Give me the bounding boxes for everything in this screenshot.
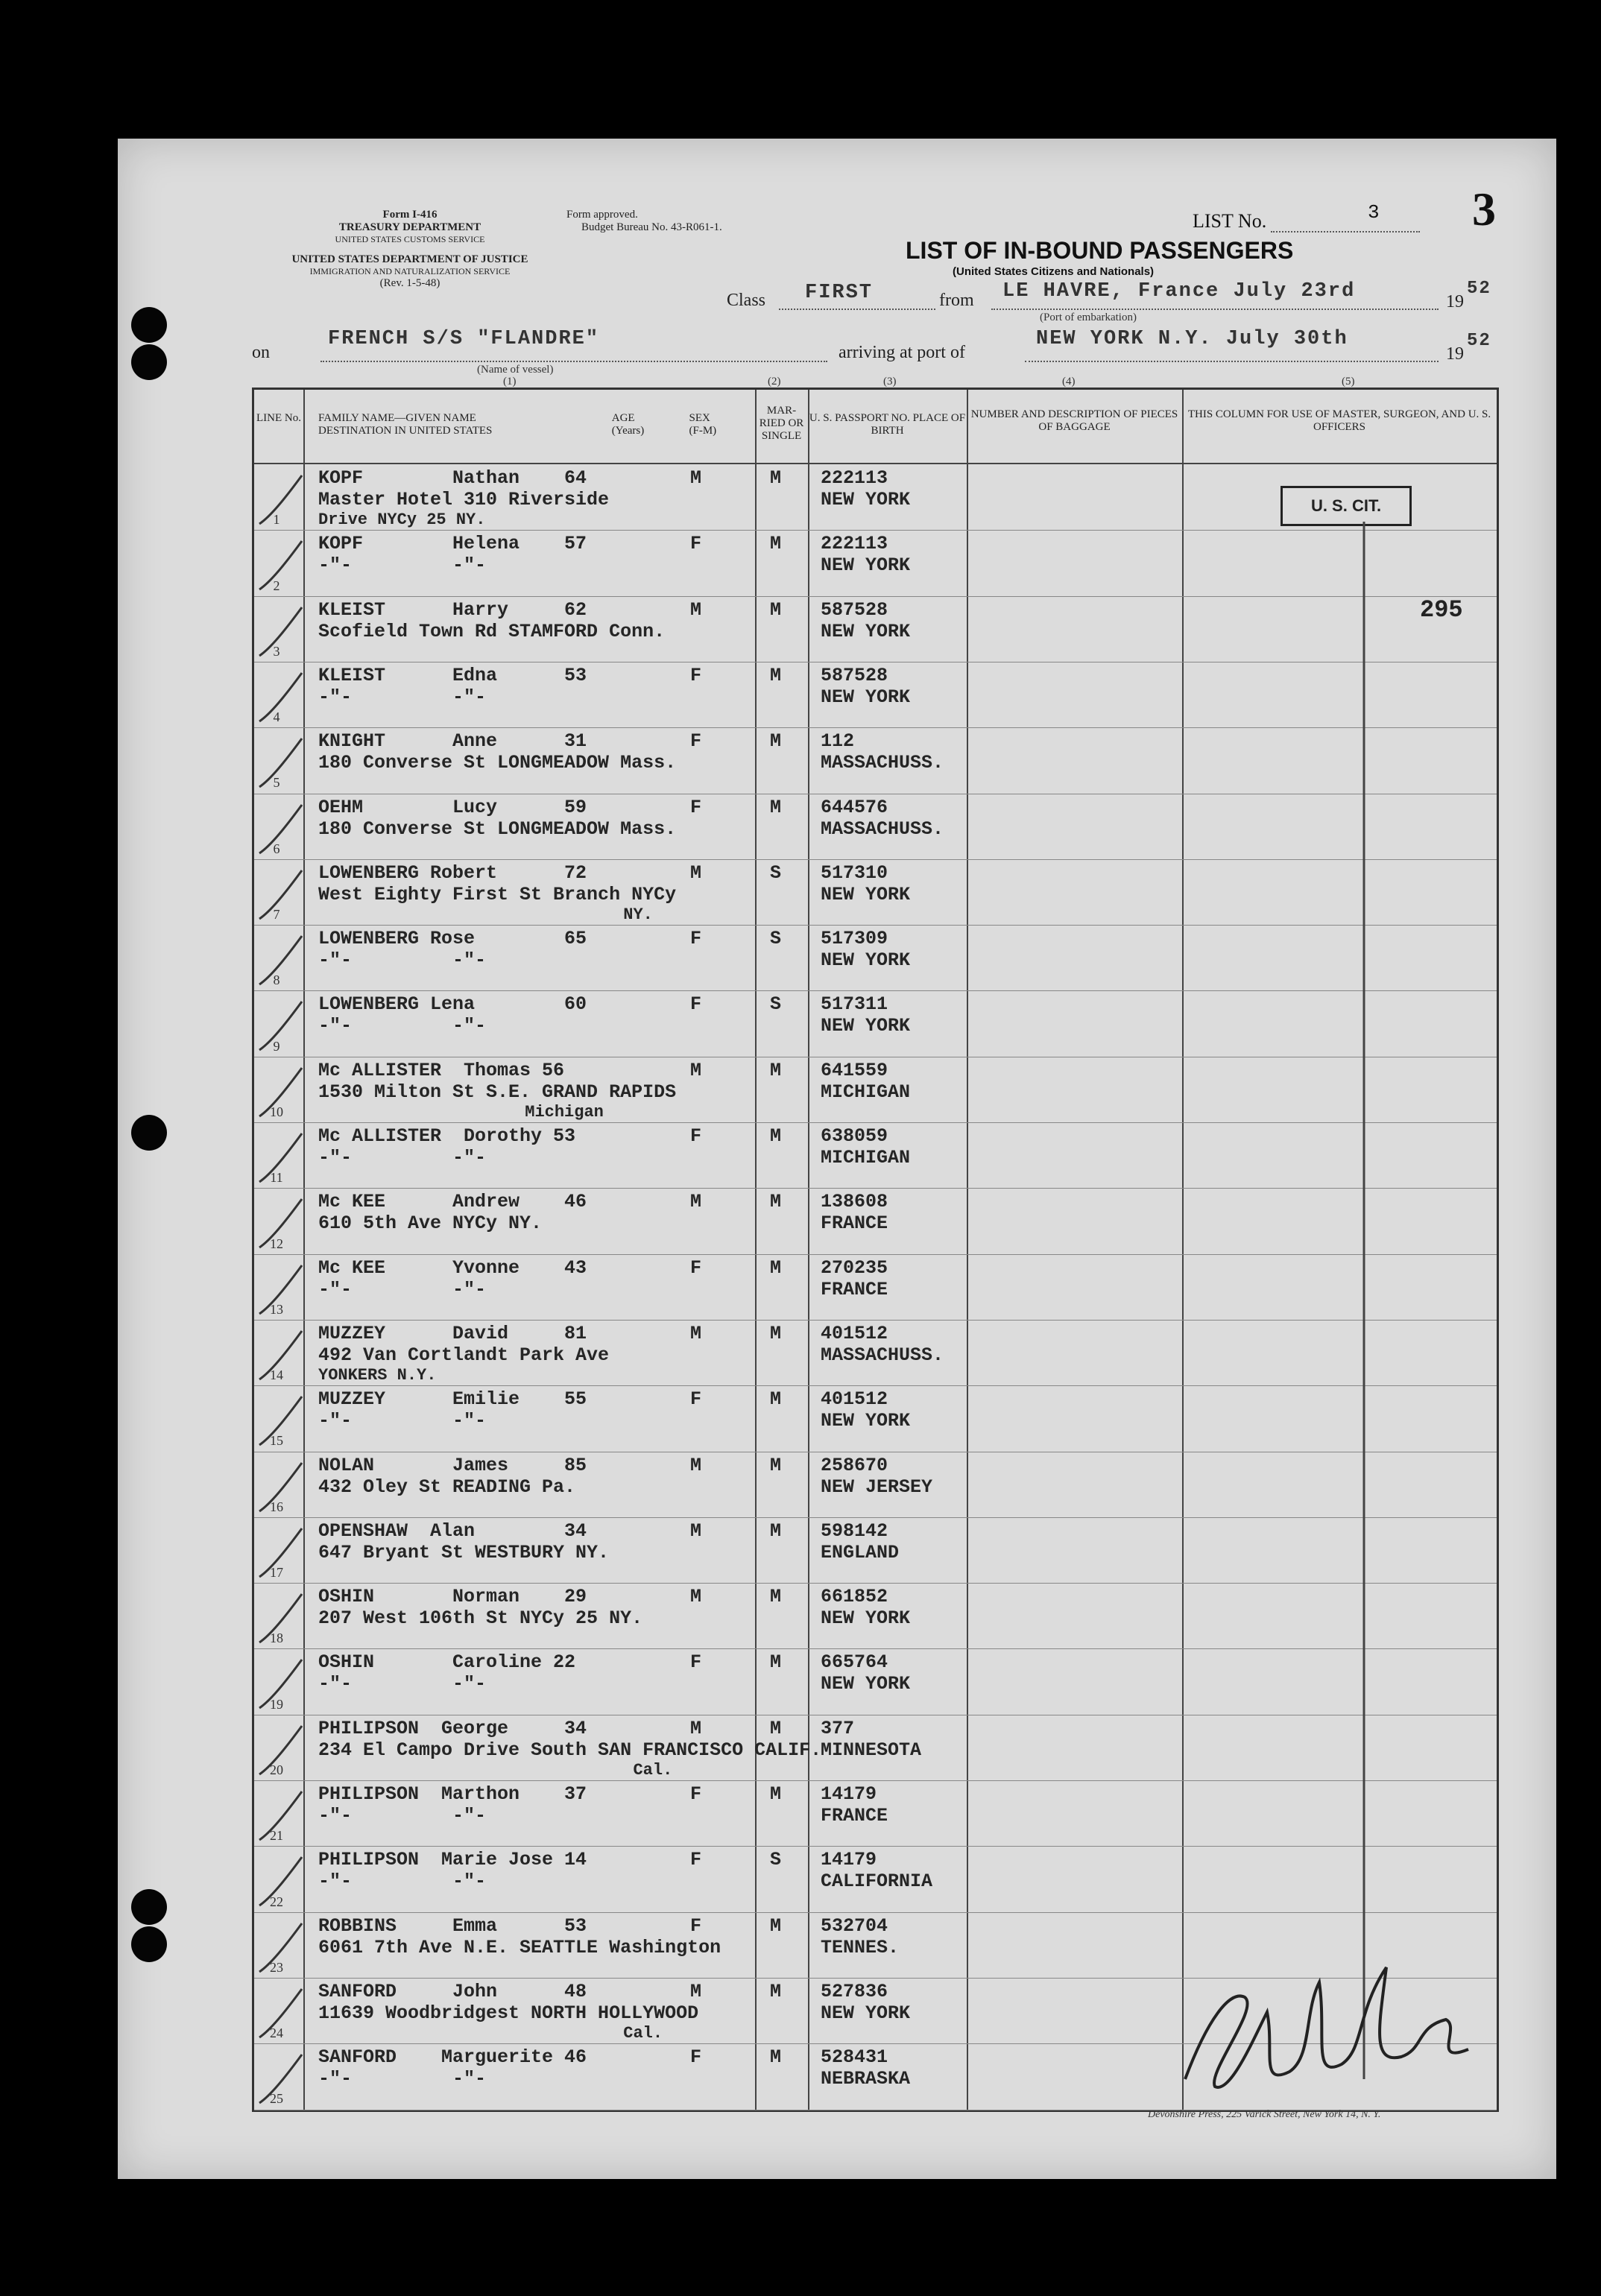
on-label: on [252, 343, 270, 362]
check-mark [256, 2051, 308, 2110]
us-citizen-stamp: U. S. CIT. [1281, 486, 1412, 526]
form-revision: (Rev. 1-5-48) [379, 277, 440, 289]
place-of-birth: CALIFORNIA [821, 1870, 933, 1893]
treasury-dept: TREASURY DEPARTMENT [338, 221, 481, 233]
place-of-birth: FRANCE [821, 1212, 888, 1235]
destination-line: 234 El Campo Drive South SAN FRANCISCO CALIF. [318, 1739, 822, 1761]
table-row [254, 1320, 1497, 1385]
marital-status: M [770, 1980, 782, 2002]
passenger-name: LOWENBERG Robert 72 [318, 861, 587, 884]
passenger-name: KOPF Helena 57 [318, 533, 587, 555]
passenger-name: KLEIST Edna 53 [318, 664, 587, 686]
line-number: 17 [270, 1565, 283, 1581]
destination-line: -"- -"- [318, 1410, 487, 1432]
passenger-sex: F [690, 1783, 702, 1805]
table-row [254, 1648, 1497, 1714]
check-mark [256, 867, 308, 926]
table-row [254, 596, 1497, 662]
place-of-birth: MICHIGAN [821, 1147, 911, 1168]
passenger-sex: F [690, 993, 702, 1016]
line-number: 15 [270, 1433, 283, 1449]
destination-line: 180 Converse St LONGMEADOW Mass. [318, 752, 677, 774]
col-num-2: (2) [768, 376, 781, 388]
line-number: 2 [273, 578, 280, 593]
header-officers: THIS COLUMN FOR USE OF MASTER, SURGEON, AND U. S. OFFICERS [1182, 390, 1497, 464]
table-row [254, 1122, 1497, 1188]
destination-line: Master Hotel 310 Riverside [318, 489, 610, 510]
passport-number: 401512 [821, 1388, 888, 1411]
line-number: 4 [273, 709, 280, 725]
table-row [254, 1452, 1497, 1517]
line-number: 10 [270, 1104, 283, 1119]
passport-number: 527836 [821, 1980, 888, 2002]
destination-line: -"- -"- [318, 1870, 487, 1893]
destination-line: -"- -"- [318, 2068, 487, 2090]
budget-bureau: Budget Bureau No. 43-R061-1. [581, 221, 722, 233]
destination-line: 180 Converse St LONGMEADOW Mass. [318, 817, 677, 840]
marital-status: S [770, 993, 782, 1016]
marital-status: M [770, 2046, 782, 2069]
passenger-name: Mc KEE Andrew 46 [318, 1191, 587, 1213]
passport-number: 598142 [821, 1519, 888, 1542]
place-of-birth: FRANCE [821, 1805, 888, 1827]
check-mark [256, 669, 308, 729]
table-row [254, 1715, 1497, 1780]
binder-hole [131, 344, 167, 380]
line-number: 9 [273, 1038, 280, 1054]
passenger-table [252, 388, 1499, 2112]
passport-number: 258670 [821, 1454, 888, 1476]
passport-number: 14179 [821, 1783, 877, 1805]
destination-line: 11639 Woodbridgest NORTH HOLLYWOOD [318, 2002, 699, 2024]
destination-line: 492 Van Cortlandt Park Ave [318, 1344, 610, 1366]
destination-line: -"- -"- [318, 1805, 487, 1827]
place-of-birth: NEW YORK [821, 554, 911, 577]
marital-status: M [770, 1717, 782, 1739]
passport-number: 138608 [821, 1191, 888, 1213]
annotation-number: 295 [1420, 596, 1463, 624]
justice-dept: UNITED STATES DEPARTMENT OF JUSTICE [291, 253, 528, 265]
passport-number: 528431 [821, 2046, 888, 2069]
marital-status: M [770, 796, 782, 818]
passenger-name: MUZZEY David 81 [318, 1322, 587, 1344]
passenger-sex: F [690, 1651, 702, 1674]
table-row [254, 1188, 1497, 1253]
col-num-1: (1) [503, 376, 517, 388]
place-of-birth: NEW YORK [821, 489, 911, 510]
year-prefix-2: 19 [1446, 344, 1464, 364]
year-prefix-1: 19 [1446, 292, 1464, 311]
passport-number: 517310 [821, 861, 888, 884]
destination-line: -"- -"- [318, 1673, 487, 1695]
binder-hole [131, 1889, 167, 1925]
passport-number: 638059 [821, 1125, 888, 1147]
header-sex: SEX (F-M) [689, 412, 717, 437]
check-mark [256, 1985, 308, 2045]
table-row [254, 1846, 1497, 1911]
passenger-name: Mc ALLISTER Thomas 56 [318, 1059, 565, 1081]
place-of-birth: MASSACHUSS. [821, 817, 944, 840]
line-number: 14 [270, 1367, 283, 1383]
destination-line: 647 Bryant St WESTBURY NY. [318, 1541, 610, 1563]
passport-number: 377 [821, 1717, 855, 1739]
line-number: 7 [273, 907, 280, 923]
line-number: 8 [273, 973, 280, 988]
from-underline [991, 309, 1439, 310]
passenger-sex: F [690, 1914, 702, 1937]
place-of-birth: NEW YORK [821, 883, 911, 905]
line-number: 6 [273, 841, 280, 856]
check-mark [256, 1920, 308, 1979]
line-number: 12 [270, 1236, 283, 1251]
passenger-sex: M [690, 467, 702, 489]
destination-line-extra: YONKERS N.Y. [318, 1365, 437, 1385]
place-of-birth: ENGLAND [821, 1541, 900, 1563]
passenger-name: PHILIPSON Marie Jose 14 [318, 1849, 587, 1871]
destination-line: 1530 Milton St S.E. GRAND RAPIDS [318, 1081, 677, 1103]
check-mark [256, 1327, 308, 1387]
document-subtitle: (United States Citizens and Nationals) [953, 265, 1155, 278]
destination-line: -"- -"- [318, 554, 487, 577]
passenger-name: KOPF Nathan 64 [318, 467, 587, 489]
passenger-sex: F [690, 664, 702, 686]
passenger-name: OSHIN Caroline 22 [318, 1651, 576, 1674]
passenger-name: Mc ALLISTER Dorothy 53 [318, 1125, 576, 1147]
form-number: Form I-416 [382, 209, 438, 221]
place-of-birth: TENNES. [821, 1936, 900, 1958]
arrival-port-value: NEW YORK N.Y. July 30th [1036, 328, 1348, 350]
line-number: 22 [270, 1894, 283, 1909]
check-mark [256, 1130, 308, 1189]
table-row [254, 1057, 1497, 1122]
marital-status: M [770, 1651, 782, 1674]
passenger-name: LOWENBERG Rose 65 [318, 928, 587, 950]
passport-number: 112 [821, 730, 855, 753]
passenger-name: NOLAN James 85 [318, 1454, 587, 1476]
ins-service: IMMIGRATION AND NATURALIZATION SERVICE [309, 266, 511, 276]
passport-number: 517309 [821, 928, 888, 950]
place-of-birth: MICHIGAN [821, 1081, 911, 1103]
form-approved: Form approved. [566, 209, 638, 221]
passport-number: 532704 [821, 1914, 888, 1937]
place-of-birth: MINNESOTA [821, 1739, 922, 1761]
passport-number: 401512 [821, 1322, 888, 1344]
passenger-sex: F [690, 1849, 702, 1871]
table-row [254, 1254, 1497, 1320]
place-of-birth: NEW YORK [821, 2002, 911, 2024]
passenger-sex: F [690, 533, 702, 555]
marital-status: M [770, 533, 782, 555]
destination-line-extra: Michigan [318, 1102, 604, 1122]
marital-status: S [770, 861, 782, 884]
from-label: from [939, 291, 974, 310]
passport-number: 661852 [821, 1586, 888, 1608]
check-mark [256, 1195, 308, 1255]
table-row [254, 727, 1497, 793]
passport-number: 641559 [821, 1059, 888, 1081]
destination-line: -"- -"- [318, 686, 487, 708]
marital-status: M [770, 1125, 782, 1147]
line-number: 11 [270, 1170, 283, 1186]
line-number: 24 [270, 2025, 283, 2041]
passenger-name: MUZZEY Emilie 55 [318, 1388, 587, 1411]
passport-number: 14179 [821, 1849, 877, 1871]
vessel-name: FRENCH S/S "FLANDRE" [328, 328, 600, 350]
customs-service: UNITED STATES CUSTOMS SERVICE [335, 234, 485, 244]
printer-footer: Devonshire Press, 225 Varick Street, New York 14, N. Y. [1148, 2109, 1381, 2120]
table-row [254, 925, 1497, 990]
passport-number: 665764 [821, 1651, 888, 1674]
year-value-2: 52 [1467, 331, 1491, 351]
vessel-caption: (Name of vessel) [477, 364, 554, 376]
header-name [303, 390, 755, 464]
destination-line: 432 Oley St READING Pa. [318, 1476, 576, 1498]
year-value-1: 52 [1467, 279, 1491, 299]
passenger-sex: F [690, 1125, 702, 1147]
marital-status: M [770, 1519, 782, 1542]
binder-hole [131, 1926, 167, 1962]
header-married: MAR-RIED OR SINGLE [755, 390, 808, 464]
place-of-birth: MASSACHUSS. [821, 752, 944, 774]
binder-hole [131, 1115, 167, 1151]
class-label: Class [727, 291, 766, 310]
check-mark [256, 1788, 308, 1847]
marital-status: M [770, 467, 782, 489]
table-row [254, 990, 1497, 1056]
destination-line: West Eighty First St Branch NYCy [318, 883, 677, 905]
passenger-sex: M [690, 1191, 702, 1213]
marital-status: M [770, 1586, 782, 1608]
passenger-sex: M [690, 861, 702, 884]
passenger-sex: F [690, 1256, 702, 1279]
marital-status: M [770, 1388, 782, 1411]
document-title: LIST OF IN-BOUND PASSENGERS [906, 237, 1294, 264]
table-row [254, 859, 1497, 925]
check-mark [256, 604, 308, 663]
passenger-name: OSHIN Norman 29 [318, 1586, 587, 1608]
check-mark [256, 1393, 308, 1452]
passenger-sex: M [690, 1586, 702, 1608]
passenger-sex: M [690, 1717, 702, 1739]
table-row [254, 794, 1497, 859]
passenger-name: Mc KEE Yvonne 43 [318, 1256, 587, 1279]
line-number: 16 [270, 1499, 283, 1514]
line-number: 20 [270, 1762, 283, 1777]
passenger-sex: M [690, 598, 702, 621]
check-mark [256, 537, 308, 597]
passport-number: 222113 [821, 533, 888, 555]
class-value: FIRST [805, 282, 874, 304]
table-row [254, 662, 1497, 727]
marital-status: M [770, 664, 782, 686]
check-mark [256, 1656, 308, 1715]
passenger-name: OEHM Lucy 59 [318, 796, 587, 818]
line-number: 3 [273, 643, 280, 659]
line-number: 21 [270, 1828, 283, 1844]
check-mark [256, 472, 308, 531]
passport-number: 587528 [821, 664, 888, 686]
place-of-birth: NEW YORK [821, 1015, 911, 1037]
table-row [254, 530, 1497, 595]
marital-status: M [770, 1322, 782, 1344]
passenger-sex: F [690, 730, 702, 753]
marital-status: M [770, 598, 782, 621]
line-number: 13 [270, 1301, 283, 1317]
header-line-no: LINE No. [254, 390, 303, 464]
marital-status: S [770, 1849, 782, 1871]
place-of-birth: FRANCE [821, 1278, 888, 1300]
destination-line: Scofield Town Rd STAMFORD Conn. [318, 620, 666, 642]
header-age: AGE (Years) [611, 412, 645, 437]
line-number: 23 [270, 1959, 283, 1975]
list-no-line [1271, 231, 1420, 233]
header-passport: U. S. PASSPORT NO. PLACE OF BIRTH [808, 390, 967, 464]
header-name-text: FAMILY NAME—GIVEN NAME DESTINATION IN UNITED STATES [318, 412, 493, 437]
passenger-name: KNIGHT Anne 31 [318, 730, 587, 753]
table-row [254, 1517, 1497, 1583]
marital-status: M [770, 1914, 782, 1937]
table-row [254, 1583, 1497, 1648]
place-of-birth: NEW YORK [821, 1607, 911, 1630]
destination-line: -"- -"- [318, 949, 487, 972]
vessel-underline [320, 361, 827, 362]
passenger-sex: F [690, 2046, 702, 2069]
passport-number: 222113 [821, 467, 888, 489]
check-mark [256, 1853, 308, 1913]
marital-status: M [770, 730, 782, 753]
list-no-value: 3 [1368, 201, 1380, 224]
check-mark [256, 1722, 308, 1782]
destination-line: 6061 7th Ave N.E. SEATTLE Washington [318, 1936, 721, 1958]
marital-status: M [770, 1454, 782, 1476]
binder-hole [131, 307, 167, 343]
passenger-sex: M [690, 1519, 702, 1542]
place-of-birth: NEW YORK [821, 949, 911, 972]
embarkation-value: LE HAVRE, France July 23rd [1002, 280, 1356, 303]
destination-line-extra: NY. [318, 905, 653, 924]
destination-line-extra: Drive NYCy 25 NY. [318, 510, 486, 529]
check-mark [256, 801, 308, 861]
place-of-birth: MASSACHUSS. [821, 1344, 944, 1366]
line-number: 5 [273, 775, 280, 791]
line-number: 1 [273, 512, 280, 528]
line-number: 19 [270, 1696, 283, 1712]
check-mark [256, 932, 308, 992]
marital-status: S [770, 928, 782, 950]
check-mark [256, 1590, 308, 1650]
check-mark [256, 1262, 308, 1321]
marital-status: M [770, 1059, 782, 1081]
place-of-birth: NEW YORK [821, 686, 911, 708]
passenger-name: PHILIPSON Marthon 37 [318, 1783, 587, 1805]
arriving-label: arriving at port of [839, 343, 965, 362]
passenger-name: PHILIPSON George 34 [318, 1717, 587, 1739]
arrival-underline [1025, 361, 1439, 362]
destination-line: 207 West 106th St NYCy 25 NY. [318, 1607, 643, 1630]
line-number: 18 [270, 1631, 283, 1646]
destination-line: -"- -"- [318, 1278, 487, 1300]
check-mark [256, 998, 308, 1057]
table-row [254, 1780, 1497, 1846]
place-of-birth: NEW YORK [821, 1410, 911, 1432]
passenger-name: OPENSHAW Alan 34 [318, 1519, 587, 1542]
class-underline [779, 309, 935, 310]
passenger-name: KLEIST Harry 62 [318, 598, 587, 621]
check-mark [256, 1525, 308, 1584]
marital-status: M [770, 1191, 782, 1213]
destination-line: -"- -"- [318, 1015, 487, 1037]
passenger-sex: M [690, 1980, 702, 2002]
embarkation-caption: (Port of embarkation) [1040, 311, 1137, 323]
passenger-sex: M [690, 1454, 702, 1476]
officer-check-line [1357, 522, 1371, 2087]
marital-status: M [770, 1256, 782, 1279]
place-of-birth: NEBRASKA [821, 2068, 911, 2090]
passport-number: 644576 [821, 796, 888, 818]
check-mark [256, 735, 308, 794]
check-mark [256, 1064, 308, 1124]
col-num-5: (5) [1342, 376, 1355, 388]
place-of-birth: NEW YORK [821, 620, 911, 642]
destination-line: -"- -"- [318, 1147, 487, 1168]
officer-signature [1163, 1938, 1491, 2109]
check-mark [256, 1459, 308, 1519]
header-baggage: NUMBER AND DESCRIPTION OF PIECES OF BAGGAGE [967, 390, 1182, 464]
passport-number: 517311 [821, 993, 888, 1016]
place-of-birth: NEW YORK [821, 1673, 911, 1695]
passenger-name: ROBBINS Emma 53 [318, 1914, 587, 1937]
passenger-sex: F [690, 928, 702, 950]
passenger-sex: F [690, 796, 702, 818]
passenger-name: SANFORD John 48 [318, 1980, 587, 2002]
destination-line: 610 5th Ave NYCy NY. [318, 1212, 543, 1235]
passenger-name: LOWENBERG Lena 60 [318, 993, 587, 1016]
destination-line-extra: Cal. [318, 1760, 673, 1780]
passport-number: 270235 [821, 1256, 888, 1279]
list-no-big: 3 [1472, 183, 1496, 235]
marital-status: M [770, 1783, 782, 1805]
passport-number: 587528 [821, 598, 888, 621]
place-of-birth: NEW JERSEY [821, 1476, 933, 1498]
passenger-name: SANFORD Marguerite 46 [318, 2046, 587, 2069]
col-num-4: (4) [1062, 376, 1076, 388]
passenger-sex: F [690, 1388, 702, 1411]
table-row [254, 1385, 1497, 1451]
passenger-sex: M [690, 1322, 702, 1344]
list-no-label: LIST No. [1193, 210, 1267, 232]
destination-line-extra: Cal. [318, 2023, 663, 2043]
col-num-3: (3) [883, 376, 897, 388]
passenger-sex: M [690, 1059, 702, 1081]
line-number: 25 [270, 2091, 283, 2107]
